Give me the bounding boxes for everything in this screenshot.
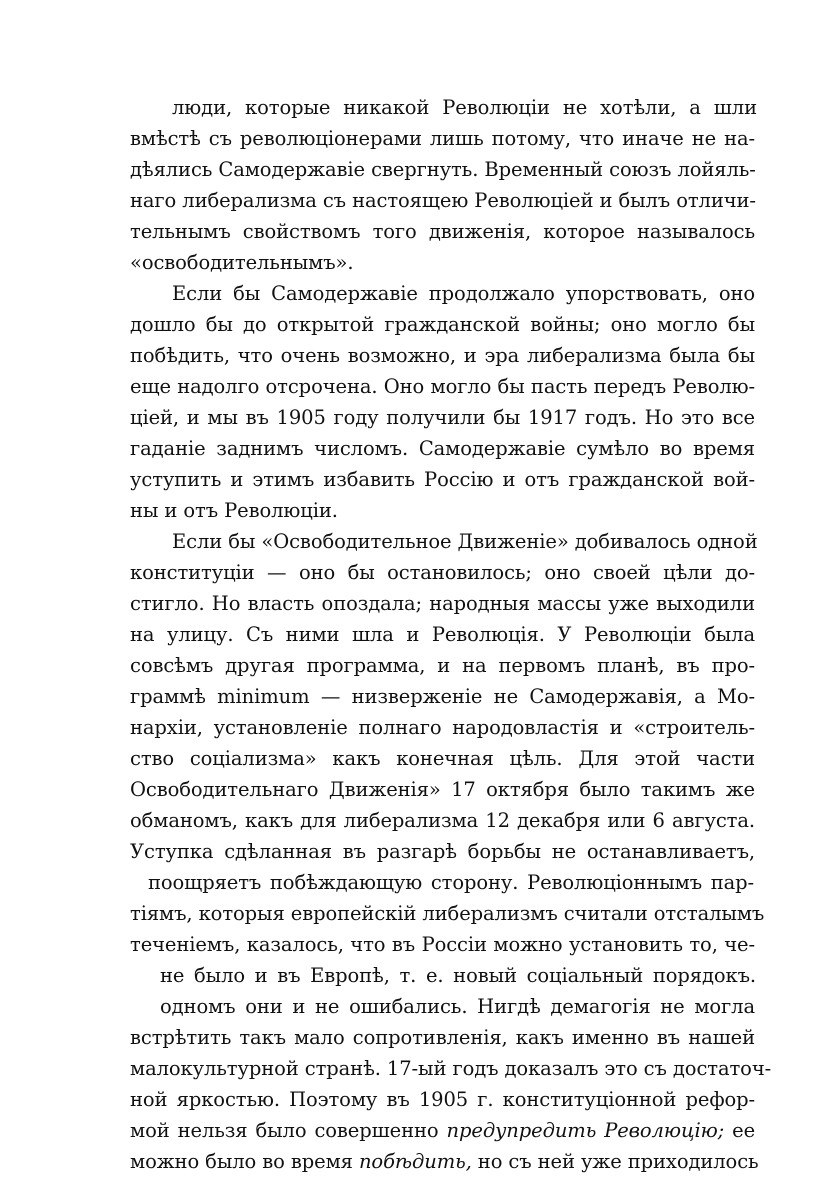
- text-line: совсѣмъ другая программа, и на первомъ планѣ, въ про-: [130, 654, 755, 677]
- text-line: граммѣ minimum — низверженіе не Самодержавія, а Мо-: [130, 685, 755, 708]
- text-line: люди, которые никакой Революціи не хотѣли, а шли: [172, 96, 757, 119]
- text-line: наго либерализма съ настоящею Революціей и былъ отличи-: [130, 189, 756, 212]
- text-line: ціей, и мы въ 1905 году получили бы 1917 годъ. Но это все: [130, 406, 755, 429]
- text-line: стигло. Но власть опоздала; народныя массы уже выходили: [130, 592, 755, 615]
- text-line: побѣдить, что очень возможно, и эра либерализма была бы: [130, 344, 755, 367]
- text-line: дошло бы до открытой гражданской войны; оно могло бы: [130, 313, 755, 336]
- text-line: ны и отъ Революціи.: [130, 499, 338, 522]
- text-line: тельнымъ свойствомъ того движенія, которое называлось: [130, 220, 755, 243]
- text-line: одномъ они и не ошибались. Нигдѣ демагогія не могла: [160, 995, 755, 1018]
- text-line-mixed: можно было во время побѣдить, но съ ней уже приходилось: [130, 1150, 759, 1173]
- text-line: не было и въ Европѣ, т. е. новый соціальный порядокъ.: [160, 964, 756, 987]
- emphasis-text: предупредить Революцію;: [446, 1119, 725, 1142]
- emphasis-text: побѣдить,: [358, 1150, 472, 1173]
- text-line: поощряетъ побѣждающую сторону. Революціоннымъ пар-: [148, 871, 754, 894]
- text-line: «освободительнымъ».: [130, 251, 354, 274]
- text-line: теченіемъ, казалось, что въ Россіи можно установить то, че-: [130, 933, 755, 956]
- text-line: Если бы Самодержавіе продолжало упорствовать, оно: [172, 282, 755, 305]
- text-line: малокультурной странѣ. 17-ый годъ доказалъ это съ достаточ-: [130, 1057, 772, 1080]
- text-line: уступить и этимъ избавить Россію и отъ гражданской вой-: [130, 468, 755, 491]
- text-line: гаданіе заднимъ числомъ. Самодержавіе сумѣло во время: [130, 437, 755, 460]
- text-line: ство соціализма» какъ конечная цѣль. Для этой части: [130, 747, 755, 770]
- text-line: вмѣстѣ съ революціонерами лишь потому, что иначе не на-: [130, 127, 755, 150]
- text-line: встрѣтить такъ мало сопротивленія, какъ именно въ нашей: [130, 1026, 755, 1049]
- text-line: еще надолго отсрочена. Оно могло бы пасть передъ Револю-: [130, 375, 755, 398]
- text-line: конституціи — оно бы остановилось; оно своей цѣли до-: [130, 561, 755, 584]
- text-line: нархіи, установленіе полнаго народовластія и «строитель-: [130, 716, 755, 739]
- text-line: обманомъ, какъ для либерализма 12 декабря или 6 августа.: [130, 809, 755, 832]
- text-line: ной яркостью. Поэтому въ 1905 г. конституціонной рефор-: [130, 1088, 755, 1111]
- text-line: Если бы «Освободительное Движеніе» добивалось одной: [172, 530, 758, 553]
- text-line: тіямъ, которыя европейскій либерализмъ считали отсталымъ: [130, 902, 765, 925]
- text-line: Освободительнаго Движенія» 17 октября было такимъ же: [130, 778, 755, 801]
- text-line: дѣялись Самодержавіе свергнуть. Временный союзъ лойяль-: [130, 158, 756, 181]
- text-line: Уступка сдѣланная въ разгарѣ борьбы не останавливаетъ,: [130, 840, 755, 863]
- text-line-mixed: мой нельзя было совершенно предупредить Революцію; ее: [130, 1119, 756, 1142]
- text-line: на улицу. Съ ними шла и Революція. У Революціи была: [130, 623, 755, 646]
